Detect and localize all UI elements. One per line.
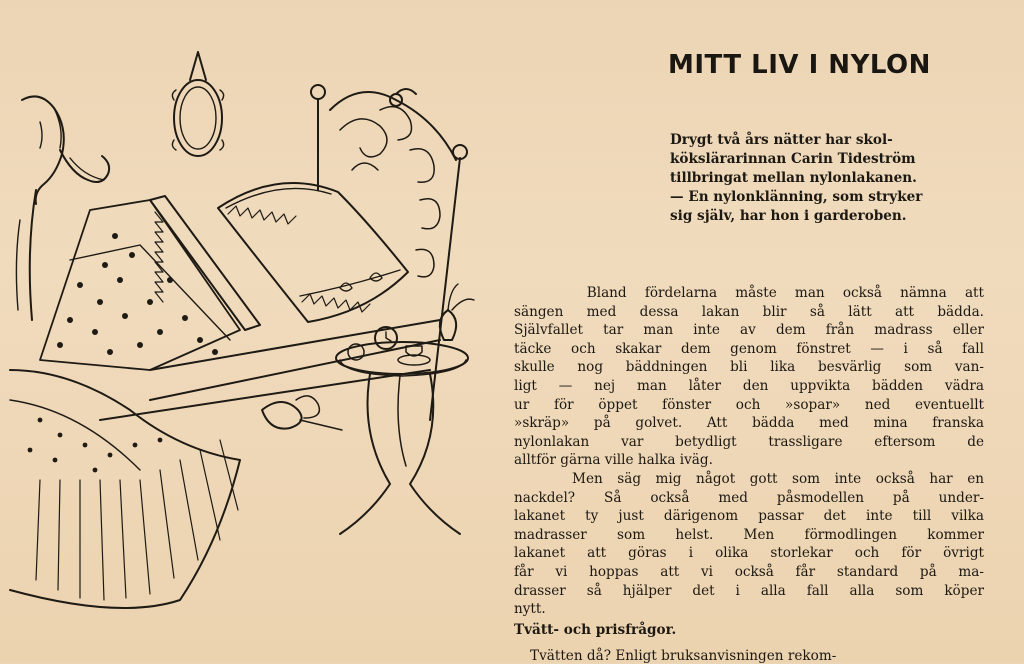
lead-line: — En nylonklänning, som stryker <box>670 189 923 205</box>
body-line: sängen med dessa lakan blir så lätt att bädda. <box>514 303 984 320</box>
body-line: drasser så hjälper det i alla fall alla som köper <box>514 582 984 599</box>
body-line: ligt — nej man låter den uppvikta bädden vädra <box>514 377 984 394</box>
body-line: »skräp» på golvet. Att bädda med mina franska <box>514 415 984 432</box>
lead-line: tillbringat mellan nylonlakanen. <box>670 170 917 186</box>
article-body <box>514 284 984 619</box>
flowered-quilt <box>40 196 260 370</box>
body-line: nackdel? Så också med påsmodellen på under- <box>514 489 984 506</box>
body-line: alltför gärna ville halka iväg. <box>514 452 713 469</box>
cut-off-line: Tvätten då? Enligt bruksanvisningen rekom- <box>530 648 837 664</box>
body-line: lakanet ty just därigenom passar det inte till vilka <box>514 508 984 525</box>
lead-line: Drygt två års nätter har skol- <box>670 132 893 148</box>
body-line: lakanet att göras i olika storlekar och för övrigt <box>514 545 984 562</box>
article-title: MITT LIV I NYLON <box>668 50 931 80</box>
body-line: skulle nog bäddningen bli lika besvärlig som van- <box>514 359 984 376</box>
body-line: nytt. <box>514 601 546 618</box>
body-line: ur för öppet fönster och »sopar» ned eventuellt <box>514 396 984 413</box>
lead-line: sig själv, har hon i garderoben. <box>670 208 907 224</box>
bed-illustration <box>0 40 500 640</box>
bedside-table <box>336 284 474 534</box>
body-line: nylonlakan var betydligt trassligare eftersom de <box>514 433 984 450</box>
body-line: Bland fördelarna måste man också nämna att <box>514 285 984 301</box>
ruffled-skirt <box>10 370 240 608</box>
section-subheading: Tvätt- och prisfrågor. <box>514 622 677 638</box>
body-line: madrasser som helst. Men förmodlingen kommer <box>514 526 984 543</box>
body-line: Men säg mig något gott som inte också har en <box>514 470 984 487</box>
article-lead <box>670 131 990 226</box>
pillow <box>218 183 408 322</box>
body-line: Självfallet tar man inte av dem från madrass eller <box>514 322 984 339</box>
body-line: täcke och skakar dem genom fönstret — i så fall <box>514 340 984 357</box>
oval-mirror <box>172 52 223 156</box>
woman-figure <box>16 96 109 320</box>
body-line: får vi hoppas att vi också får standard på ma- <box>514 563 984 580</box>
slippers <box>262 396 342 430</box>
lead-line: kökslärarinnan Carin Tideström <box>670 151 916 167</box>
